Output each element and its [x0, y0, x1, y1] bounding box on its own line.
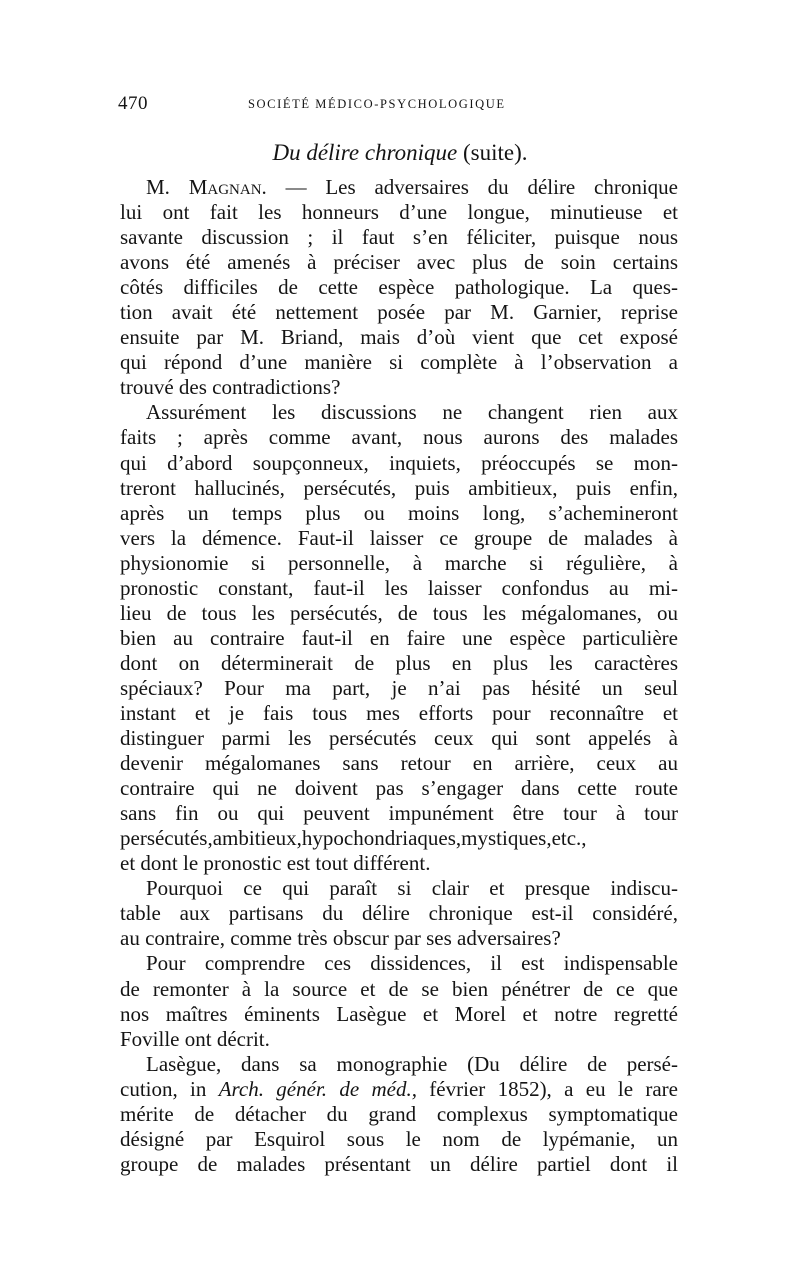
text-line: Lasègue, dans sa monographie (Du délire de persé-	[146, 1051, 678, 1076]
section-title	[0, 140, 800, 166]
text-line: spéciaux? Pour ma part, je n’ai pas hésité un seul	[120, 675, 678, 700]
text-line: mérite de détacher du grand complexus symptomatique	[120, 1101, 678, 1126]
text-line: tion avait été nettement posée par M. Garnier, reprise	[120, 300, 678, 325]
text-line: qui répond d’une manière si complète à l’observation a	[120, 350, 678, 375]
text-line: nos maîtres éminents Lasègue et Morel et notre regretté	[120, 1001, 678, 1026]
text-line: lui ont fait les honneurs d’une longue, minutieuse et	[120, 200, 678, 225]
text-line: instant et je fais tous mes efforts pour reconnaître et	[120, 700, 678, 725]
text-line: Assurément les discussions ne changent rien aux	[146, 400, 678, 425]
text-line: contraire qui ne doivent pas s’engager dans cette route	[120, 776, 678, 801]
text-line: sans fin ou qui peuvent impunément être tour à tour	[120, 801, 678, 826]
text-line: devenir mégalomanes sans retour en arrière, ceux au	[120, 751, 678, 776]
text-line: savante discussion ; il faut s’en féliciter, puisque nous	[120, 225, 678, 250]
text-line: M. Magnan. — Les adversaires du délire chronique	[146, 175, 679, 199]
text-line: bien au contraire faut-il en faire une espèce particulière	[120, 625, 678, 650]
text-line: désigné par Esquirol sous le nom de lypémanie, un	[120, 1126, 678, 1151]
text-line: vers la démence. Faut-il laisser ce groupe de malades à	[120, 525, 678, 550]
text-line: distinguer parmi les persécutés ceux qui sont appelés à	[120, 726, 678, 751]
speaker-name: M. Magnan.	[146, 175, 267, 199]
text-line: qui d’abord soupçonneux, inquiets, préoccupés se mon-	[120, 450, 678, 475]
text-line: trouvé des contradictions?	[120, 375, 341, 400]
text-line: Pour comprendre ces dissidences, il est indispensable	[146, 951, 678, 976]
page-number: 470	[118, 93, 148, 114]
section-title-suffix: (suite).	[457, 140, 528, 165]
text-line: groupe de malades présentant un délire partiel dont il	[120, 1151, 678, 1176]
text-line: persécutés,ambitieux,hypochondriaques,mystiques,etc.,	[120, 826, 587, 851]
body-text	[120, 175, 678, 1177]
text-line: faits ; après comme avant, nous aurons des malades	[120, 425, 678, 450]
text-line: Foville ont décrit.	[120, 1026, 270, 1051]
text-line: dont on déterminerait de plus en plus les caractères	[120, 650, 678, 675]
section-title-main: Du délire chronique	[272, 140, 458, 165]
text-line: physionomie si personnelle, à marche si régulière, à	[120, 550, 678, 575]
text-line: treront hallucinés, persécutés, puis ambitieux, puis enfin,	[120, 475, 678, 500]
text-line: côtés difficiles de cette espèce pathologique. La ques-	[120, 275, 678, 300]
text-line: après un temps plus ou moins long, s’achemineront	[120, 500, 678, 525]
text-line: Pourquoi ce qui paraît si clair et presque indiscu-	[146, 876, 678, 901]
text-line: cution, in Arch. génér. de méd., février 1852), a eu le rare	[120, 1076, 678, 1101]
running-head	[118, 93, 674, 121]
text-line: et dont le pronostic est tout différent.	[120, 851, 431, 876]
text-line: ensuite par M. Briand, mais d’où vient que cet exposé	[120, 325, 678, 350]
text-line: table aux partisans du délire chronique est-il considéré,	[120, 901, 678, 926]
text-line: avons été amenés à préciser avec plus de soin certains	[120, 250, 678, 275]
text-line: pronostic constant, faut-il les laisser confondus au mi-	[120, 575, 678, 600]
journal-title: SOCIÉTÉ MÉDICO-PSYCHOLOGIQUE	[248, 97, 506, 111]
text-line: de remonter à la source et de se bien pénétrer de ce que	[120, 976, 678, 1001]
citation-title: Arch. génér. de méd.,	[218, 1076, 417, 1101]
text-line: lieu de tous les persécutés, de tous les mégalomanes, ou	[120, 600, 678, 625]
text-line: au contraire, comme très obscur par ses adversaires?	[120, 926, 561, 951]
